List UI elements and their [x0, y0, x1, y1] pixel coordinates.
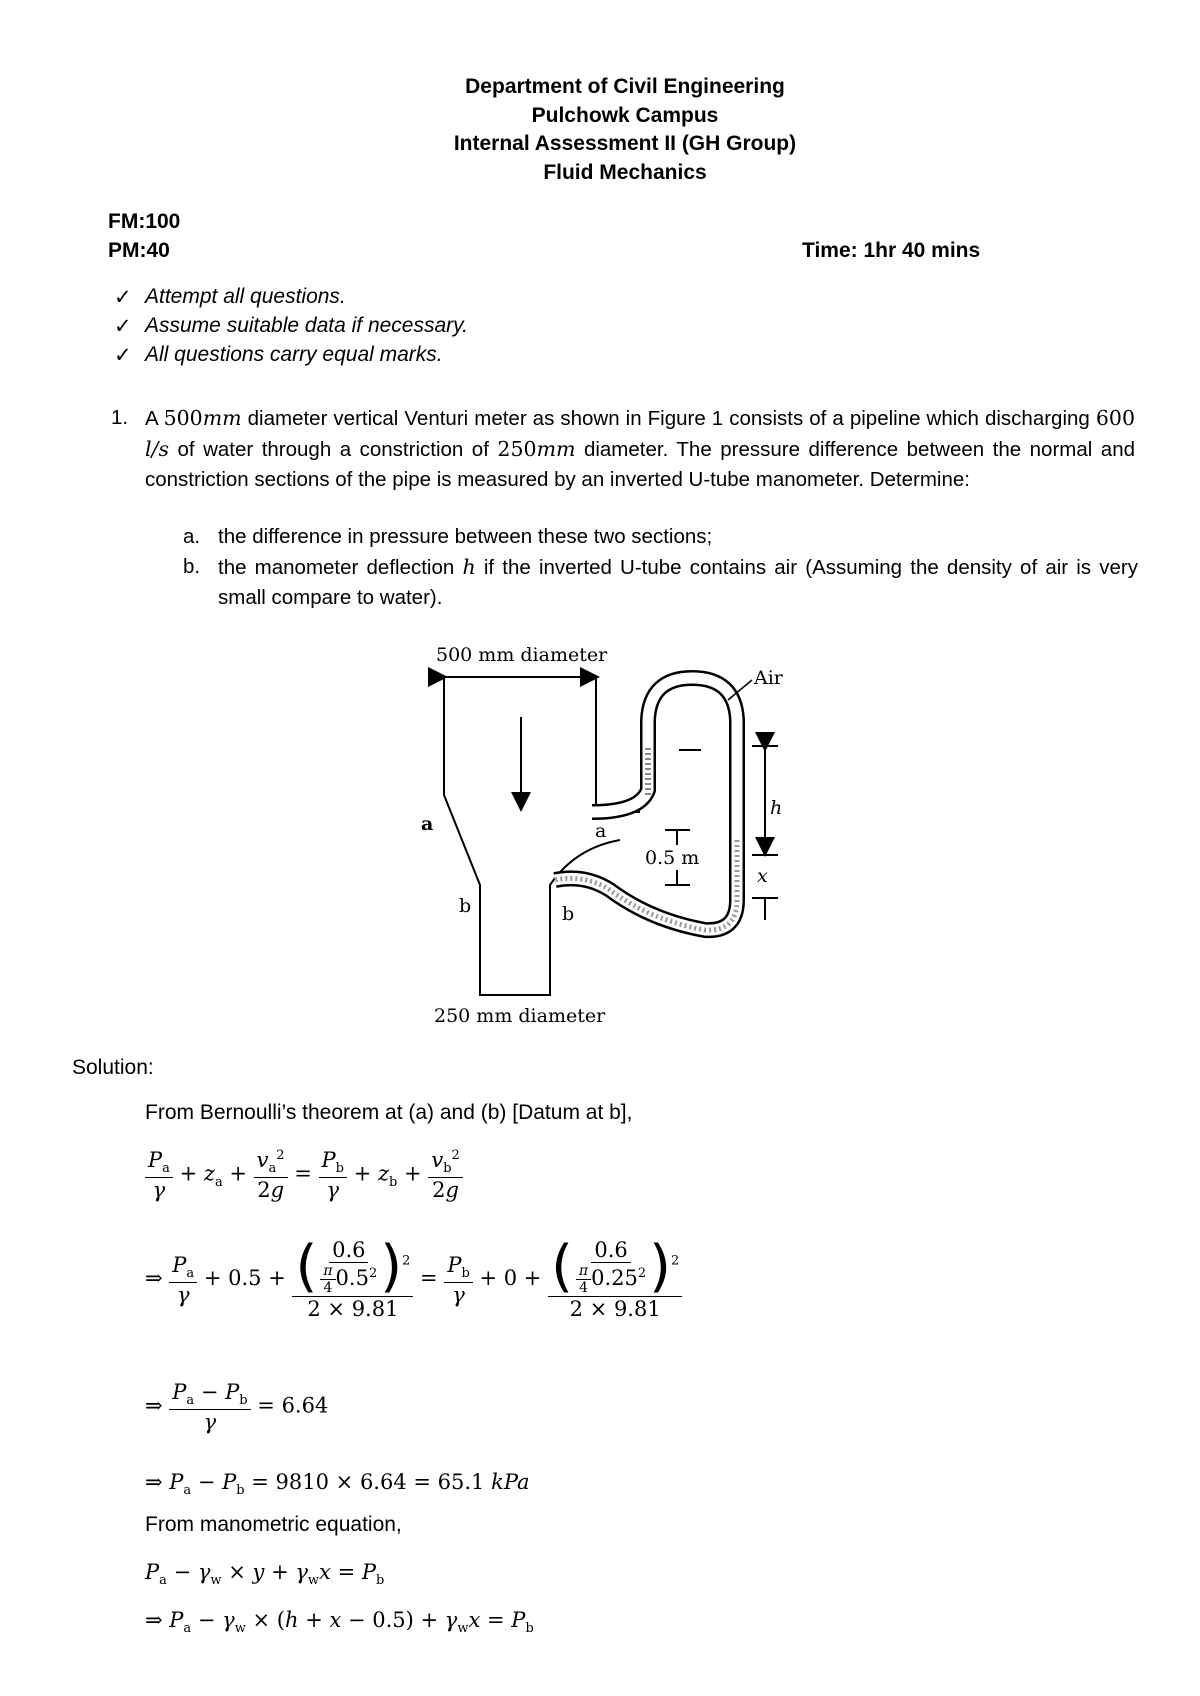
subject-title: Fluid Mechanics	[543, 161, 707, 184]
pipe-outline-left	[444, 677, 620, 995]
department-title: Department of Civil Engineering	[465, 75, 785, 98]
pipe-outline-right	[596, 677, 640, 812]
instruction-3: ✓ All questions carry equal marks.	[114, 343, 443, 367]
top-diameter-label: 500 mm diameter	[436, 644, 608, 666]
h-label: h	[770, 797, 783, 819]
instruction-2: ✓ Assume suitable data if necessary.	[114, 314, 468, 338]
bernoulli-intro: From Bernoulli’s theorem at (a) and (b) [Datum at b],	[145, 1101, 633, 1124]
manometric-equation: $P_a - \gamma_w \times y + \gamma_wx = P_b$	[145, 1560, 385, 1589]
substituted-equation: ⇒ $\frac{P_a}{\gamma}$ + 0.5 + ( 0.6 $\frac{\pi}{4}$ $0.5^2$ )$^2$ 2 × 9.81 = $\frac{P_b}{\gamma}$ + 0 + ( 0.6 $\frac{\pi}{4}$ 0.25$^2$ )$^2$ 2 × 9.81	[145, 1238, 682, 1321]
section-b-left: b	[459, 895, 472, 917]
bernoulli-equation: $\frac{P_a}{\gamma}$ + $z_a$ + $\frac{v_a^2}{2g}$ = $\frac{P_b}{\gamma}$ + $z_b$ + $\frac{v_b^2}{2g}$	[145, 1148, 463, 1202]
air-label: Air	[754, 667, 783, 689]
manometric-intro: From manometric equation,	[145, 1513, 402, 1536]
bottom-diameter-label: 250 mm diameter	[434, 1005, 606, 1027]
solution-heading: Solution:	[72, 1056, 154, 1079]
venturi-figure	[400, 635, 820, 1035]
question-1: 1. A 500mm diameter vertical Venturi meter as shown in Figure 1 consists of a pipeline which discharging 600 l/s of water through a constriction of 250mm diameter. The pressure difference between the normal and constriction sections of the pipe is measured by an inverted U-tube manometer. Determine:	[145, 403, 1135, 495]
section-b-right: b	[562, 903, 575, 925]
check-icon: ✓	[114, 286, 132, 309]
section-a-right: a	[595, 820, 607, 842]
pressure-difference-result: ⇒ $P_a - P_b = 9810 \times 6.64 = 65.1$ kPa	[145, 1470, 530, 1499]
question-number: 1.	[111, 406, 129, 429]
time-allowed: Time: 1hr 40 mins	[802, 239, 981, 262]
instruction-1: ✓ Attempt all questions.	[114, 285, 346, 309]
check-icon: ✓	[114, 315, 132, 338]
check-icon: ✓	[114, 344, 132, 367]
manometric-substituted: ⇒ $P_a - \gamma_w \times (h + x - 0.5) + \gamma_wx = P_b$	[145, 1608, 534, 1637]
pass-marks: PM:40	[108, 239, 170, 262]
assessment-title: Internal Assessment II (GH Group)	[453, 132, 797, 155]
question-1a: a. the difference in pressure between these two sections;	[183, 525, 713, 548]
full-marks: FM:100	[108, 210, 181, 233]
campus-title: Pulchowk Campus	[531, 104, 719, 127]
x-label: x	[757, 865, 768, 887]
pressure-head-result: ⇒ $\frac{P_a - P_b}{\gamma}$ = 6.64	[145, 1380, 329, 1435]
question-1b: b. the manometer deflection h if the inverted U-tube contains air (Assuming the density of air is very small compare to water).	[183, 555, 1138, 609]
section-a-left: a	[421, 813, 434, 835]
dist-label: 0.5 m	[645, 847, 700, 869]
